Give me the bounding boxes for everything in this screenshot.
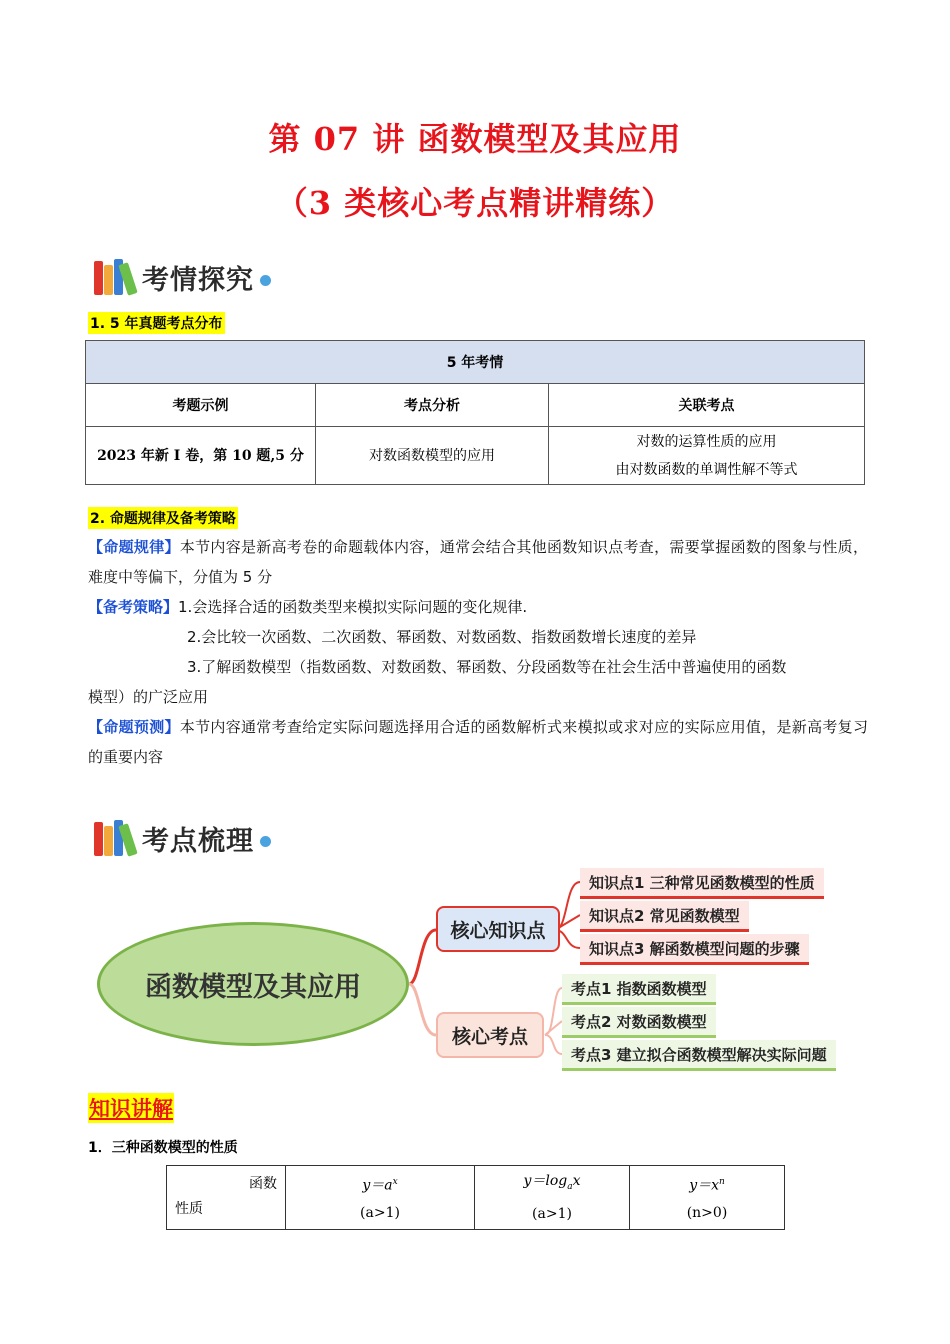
banner-text: 考情探究 xyxy=(142,264,254,296)
cell-related xyxy=(549,427,865,485)
cell-example: 2023 年新 I 卷，第 10 题,5 分 xyxy=(86,427,316,485)
function-table xyxy=(166,1165,785,1230)
func-condition: (a>1) xyxy=(360,1205,400,1222)
mindmap-leaf: 考点2 对数函数模型 xyxy=(562,1007,716,1038)
mindmap-root: 函数模型及其应用 xyxy=(97,922,409,1046)
lecture-subheading: 1．三种函数模型的性质 xyxy=(88,1140,238,1156)
rule-tag: 【命题规律】 xyxy=(88,538,180,556)
predict-tag: 【命题预测】 xyxy=(88,718,180,736)
exam-table xyxy=(85,340,865,485)
section-banner-points xyxy=(92,816,271,860)
predict-text: 本节内容通常考查给定实际问题选择用合适的函数解析式来模拟或求对应的实际应用值，是新高考复习的重要内容 xyxy=(88,718,868,766)
col-header-analysis: 考点分析 xyxy=(316,384,549,427)
col-header-example: 考题示例 xyxy=(86,384,316,427)
func-formula: $y=x^n$ xyxy=(689,1176,725,1194)
lecture-heading: 知识讲解 xyxy=(88,1093,174,1123)
prep-paragraph xyxy=(88,592,868,622)
func-cell xyxy=(475,1166,630,1230)
func-condition: (a>1) xyxy=(532,1206,572,1223)
mindmap-leaf: 知识点2 常见函数模型 xyxy=(580,901,749,932)
rule-paragraph xyxy=(88,532,868,592)
dot-icon xyxy=(260,836,271,847)
related-item: 对数的运算性质的应用 xyxy=(636,433,777,450)
table-header: 5 年考情 xyxy=(86,341,865,384)
books-icon xyxy=(92,257,138,297)
mindmap-branch-knowledge: 核心知识点 xyxy=(436,906,560,952)
func-formula: $y=a^x$ xyxy=(362,1176,398,1194)
predict-paragraph xyxy=(88,712,868,772)
rule-text: 本节内容是新高考卷的命题载体内容，通常会结合其他函数知识点考查，需要掌握函数的图象与性质，难度中等偏下，分值为 5 分 xyxy=(88,538,868,586)
section-label-1: 1. 5 年真题考点分布 xyxy=(88,312,225,334)
section-label-2: 2. 命题规律及备考策略 xyxy=(88,507,238,529)
mindmap-leaf: 知识点3 解函数模型问题的步骤 xyxy=(580,934,809,965)
func-formula: $y=\log_ax$ xyxy=(523,1172,581,1192)
func-cell xyxy=(630,1166,785,1230)
prep-item-3-cont: 模型）的广泛应用 xyxy=(88,688,209,706)
title-line-1: 第 07 讲 函数模型及其应用 xyxy=(268,120,682,158)
func-condition: (n>0) xyxy=(686,1205,728,1222)
prep-tag: 【备考策略】 xyxy=(88,598,179,616)
mindmap-leaf: 知识点1 三种常见函数模型的性质 xyxy=(580,868,824,899)
section-banner-exam xyxy=(92,255,271,299)
table-row xyxy=(167,1166,785,1230)
title-line-2: （3 类核心考点精讲精练） xyxy=(275,184,675,222)
mindmap-leaf: 考点3 建立拟合函数模型解决实际问题 xyxy=(562,1040,836,1071)
table-row xyxy=(86,427,865,485)
corner-cell xyxy=(167,1166,286,1230)
func-cell xyxy=(286,1166,475,1230)
books-icon xyxy=(92,818,138,858)
dot-icon xyxy=(260,275,271,286)
banner-text: 考点梳理 xyxy=(142,825,254,857)
prep-item-3: 3.了解函数模型（指数函数、对数函数、幂函数、分段函数等在社会生活中普遍使用的函数 xyxy=(187,658,787,676)
cell-analysis: 对数函数模型的应用 xyxy=(316,427,549,485)
col-header-related: 关联考点 xyxy=(549,384,865,427)
prep-item-1: 1.会选择合适的函数类型来模拟实际问题的变化规律. xyxy=(178,598,528,616)
related-item: 由对数函数的单调性解不等式 xyxy=(615,461,798,478)
mindmap-leaf: 考点1 指数函数模型 xyxy=(562,974,716,1005)
corner-bottom: 性质 xyxy=(175,1201,203,1217)
prep-item-2: 2.会比较一次函数、二次函数、幂函数、对数函数、指数函数增长速度的差异 xyxy=(187,628,697,646)
corner-top: 函数 xyxy=(249,1176,277,1192)
mindmap-branch-points: 核心考点 xyxy=(436,1012,544,1058)
